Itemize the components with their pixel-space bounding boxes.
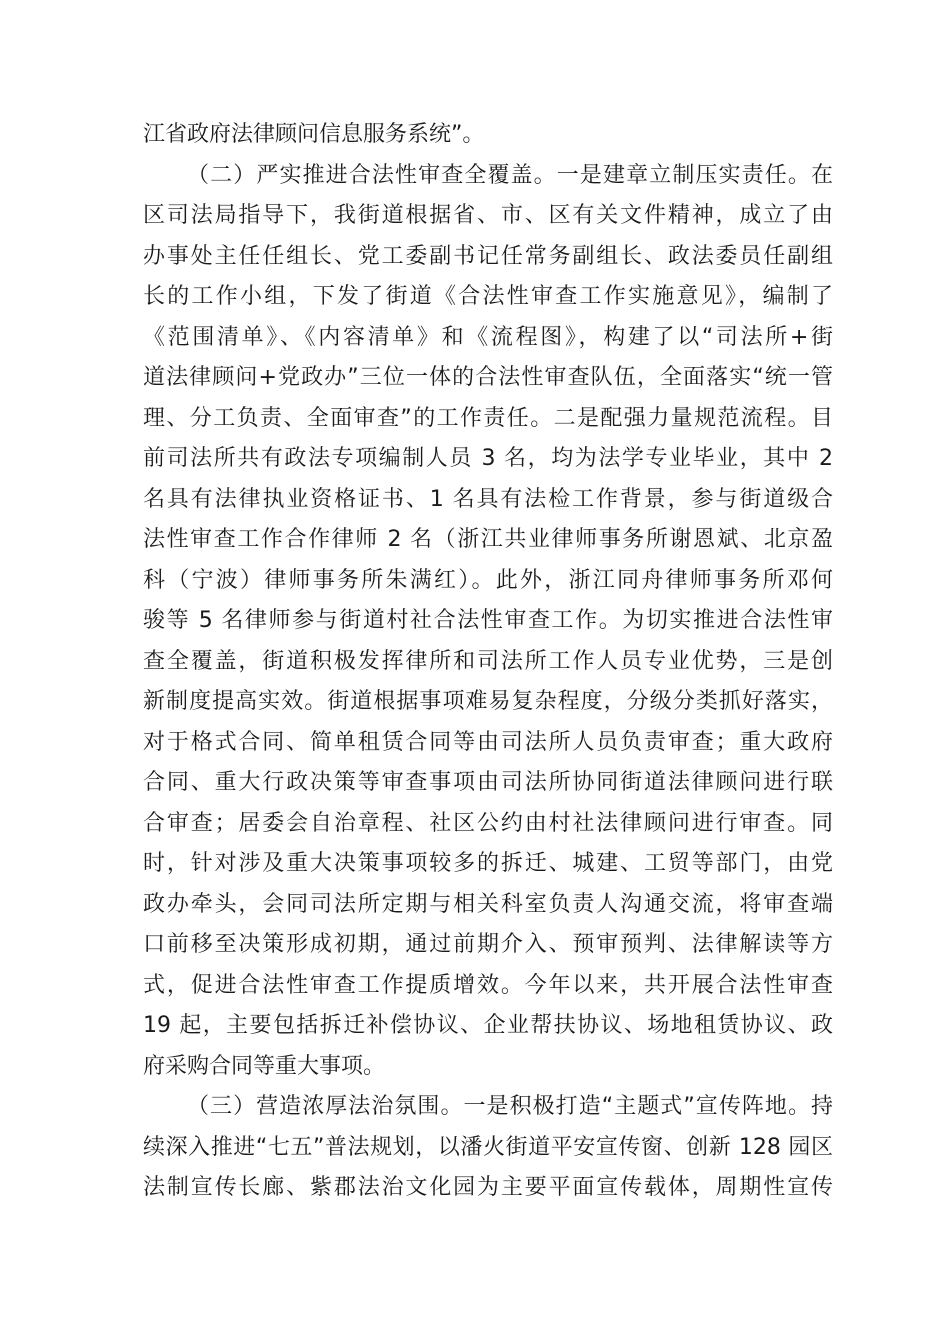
text-line: 政办牵头，会同司法所定期与相关科室负责人沟通交流，将审查端 bbox=[143, 891, 833, 917]
text-line: 口前移至决策形成初期，通过前期介入、预审预判、法律解读等方 bbox=[143, 932, 833, 957]
text-line: 骏等 5 名律师参与街道村社合法性审查工作。为切实推进合法性审 bbox=[143, 608, 833, 633]
text-line: 长的工作小组，下发了街道《合法性审查工作实施意见》，编制了 bbox=[143, 284, 833, 309]
text-line: 法制宣传长廊、紫郡法治文化园为主要平面宣传载体，周期性宣传 bbox=[143, 1175, 833, 1200]
text-line: 合审查；居委会自治章程、社区公约由村社法律顾问进行审查。同 bbox=[143, 810, 833, 836]
text-line: 理、分工负责、全面审查”的工作责任。二是配强力量规范流程。目 bbox=[143, 405, 833, 431]
paragraph-start-line: （二）严实推进合法性审查全覆盖。一是建章立制压实责任。在 bbox=[187, 162, 833, 188]
text-line: 名具有法律执业资格证书、1 名具有法检工作背景，参与街道级合 bbox=[143, 486, 833, 512]
text-line: 法性审查工作合作律师 2 名（浙江共业律师事务所谢恩斌、北京盈 bbox=[143, 527, 833, 552]
text-line: 式，促进合法性审查工作提质增效。今年以来，共开展合法性审查 bbox=[143, 972, 833, 998]
text-line: 府采购合同等重大事项。 bbox=[143, 1053, 386, 1079]
body-text bbox=[143, 115, 833, 1209]
text-line: 区司法局指导下，我街道根据省、市、区有关文件精神，成立了由 bbox=[143, 203, 833, 228]
text-line: 办事处主任任组长、党工委副书记任常务副组长、政法委员任副组 bbox=[143, 243, 833, 269]
text-line: 续深入推进“七五”普法规划，以潘火街道平安宣传窗、创新 128 园区 bbox=[143, 1134, 833, 1160]
text-line: 时，针对涉及重大决策事项较多的拆迁、城建、工贸等部门，由党 bbox=[143, 851, 833, 876]
text-line: 科（宁波）律师事务所朱满红）。此外，浙江同舟律师事务所邓何 bbox=[143, 567, 833, 593]
text-line: 道法律顾问+党政办”三位一体的合法性审查队伍，全面落实“统一管 bbox=[143, 365, 833, 390]
paragraph-start-line: （三）营造浓厚法治氛围。一是积极打造“主题式”宣传阵地。持 bbox=[187, 1094, 833, 1119]
text-line: 合同、重大行政决策等审查事项由司法所协同街道法律顾问进行联 bbox=[143, 770, 833, 795]
text-line: 前司法所共有政法专项编制人员 3 名，均为法学专业毕业，其中 2 bbox=[143, 446, 833, 471]
text-line: 19 起，主要包括拆迁补偿协议、企业帮扶协议、场地租赁协议、政 bbox=[143, 1013, 833, 1038]
text-line: 《范围清单》、《内容清单》和《流程图》，构建了以“司法所+街 bbox=[143, 324, 833, 350]
text-line: 查全覆盖，街道积极发挥律所和司法所工作人员专业优势，三是创 bbox=[143, 648, 833, 674]
text-line: 新制度提高实效。街道根据事项难易复杂程度，分级分类抓好落实， bbox=[143, 689, 833, 714]
text-line: 江省政府法律顾问信息服务系统”。 bbox=[143, 122, 485, 147]
text-line: 对于格式合同、简单租赁合同等由司法所人员负责审查；重大政府 bbox=[143, 729, 833, 755]
